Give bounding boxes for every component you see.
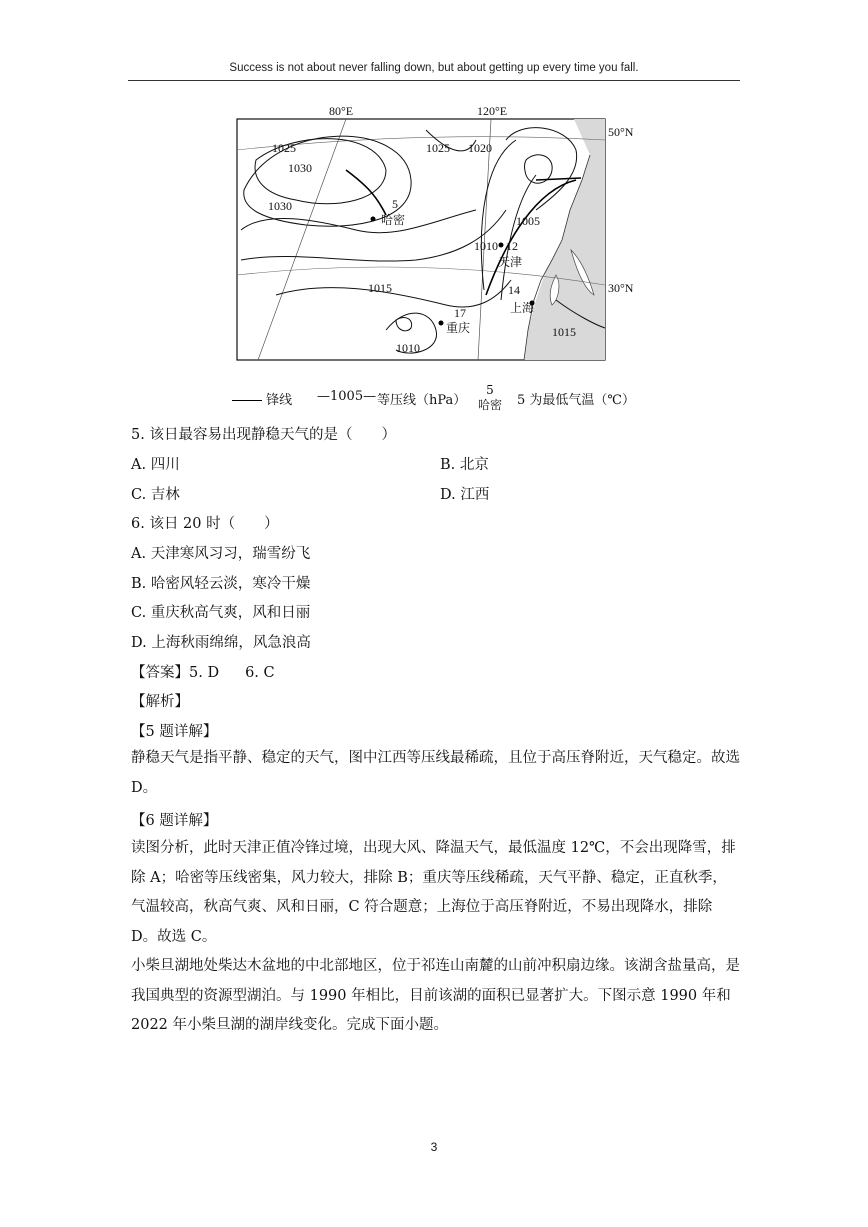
q6-option-c: C. 重庆秋高气爽，风和日丽 bbox=[131, 605, 311, 621]
legend-isobar-label: 等压线（hPa） bbox=[377, 393, 467, 408]
city-dot-chongqing bbox=[439, 321, 444, 326]
q6-stem: 6. 该日 20 时（ ） bbox=[131, 516, 279, 532]
next-section-intro: 小柴旦湖地处柴达木盆地的中北部地区，位于祁连山南麓的山前冲积扇边缘。该湖含盐量高，是我国典型的资源型湖泊。与 1990 年相比，目前该湖的面积已显著扩大。下图示意 1990 年和 2022 年小柴旦湖的湖岸线变化。完成下面小题。 bbox=[131, 958, 740, 1033]
q5-stem: 5. 该日最容易出现静稳天气的是（ ） bbox=[131, 427, 396, 443]
city-name-shanghai: 上海 bbox=[510, 301, 535, 315]
isobar-label: 1030 bbox=[268, 199, 292, 213]
legend-example-desc: 5 为最低气温（℃） bbox=[517, 393, 635, 408]
isobar-label: 1025 bbox=[426, 141, 450, 155]
city-temp-chongqing: 17 bbox=[454, 306, 466, 320]
lon-label-80e: 80°E bbox=[329, 104, 354, 118]
q6-option-d: D. 上海秋雨绵绵，风急浪高 bbox=[131, 635, 311, 651]
lon-label-120e: 120°E bbox=[477, 104, 508, 118]
q5-option-c: C. 吉林 bbox=[131, 487, 180, 503]
page-header-motto: Success is not about never falling down, but about getting up every time you fall. bbox=[229, 62, 639, 74]
page-number: 3 bbox=[430, 1140, 438, 1154]
lat-label-30n: 30°N bbox=[608, 281, 634, 295]
city-dot-tianjin bbox=[499, 243, 504, 248]
isobar-label: 1005 bbox=[516, 214, 540, 228]
map-legend bbox=[232, 383, 642, 417]
isobar-label: 1025 bbox=[272, 141, 296, 155]
analysis-heading: 【解析】 bbox=[131, 694, 189, 710]
lat-label-50n: 50°N bbox=[608, 125, 634, 139]
analysis-q5-text: 静稳天气是指平静、稳定的天气，图中江西等压线最稀疏，且位于高压脊附近，天气稳定。故选 D。 bbox=[131, 750, 740, 796]
city-temp-hami: 5 bbox=[392, 197, 398, 211]
answer-line bbox=[131, 661, 275, 682]
legend-example-stack bbox=[475, 383, 505, 413]
header-divider bbox=[128, 80, 740, 81]
city-temp-shanghai: 14 bbox=[508, 283, 520, 297]
q5-option-b: B. 北京 bbox=[440, 457, 489, 473]
answer-q6: 6. C bbox=[245, 665, 275, 681]
city-temp-tianjin: 12 bbox=[506, 239, 518, 253]
isobar-label: 1030 bbox=[288, 161, 312, 175]
legend-example-city: 哈密 bbox=[477, 398, 502, 412]
city-name-chongqing: 重庆 bbox=[446, 321, 471, 335]
legend-front-line bbox=[232, 389, 292, 408]
weather-map bbox=[236, 100, 656, 380]
legend-example-temp: 5 bbox=[486, 383, 494, 397]
analysis-q6-heading: 【6 题详解】 bbox=[131, 813, 218, 829]
city-name-hami: 哈密 bbox=[381, 213, 406, 227]
answer-q5: 5. D bbox=[189, 665, 220, 681]
front-line-swatch bbox=[232, 400, 262, 401]
isobar-label: 1010 bbox=[474, 239, 498, 253]
q6-option-b: B. 哈密风轻云淡，寒冷干燥 bbox=[131, 576, 311, 592]
city-name-tianjin: 天津 bbox=[498, 255, 523, 269]
q5-option-a: A. 四川 bbox=[131, 457, 180, 473]
legend-front-label: 锋线 bbox=[266, 393, 293, 408]
legend-isobar-sample: —1005— bbox=[317, 389, 377, 404]
isobar-label: 1010 bbox=[396, 341, 420, 355]
q5-option-d: D. 江西 bbox=[440, 487, 490, 503]
analysis-q5-heading: 【5 题详解】 bbox=[131, 724, 218, 740]
city-dot-hami bbox=[371, 217, 376, 222]
answer-label: 【答案】 bbox=[131, 665, 189, 681]
q6-option-a: A. 天津寒风习习，瑞雪纷飞 bbox=[131, 546, 311, 562]
isobar-label: 1020 bbox=[468, 141, 492, 155]
isobar-label: 1015 bbox=[368, 281, 392, 295]
analysis-q6-text: 读图分析，此时天津正值冷锋过境，出现大风、降温天气，最低温度 12℃，不会出现降雪，排除 A；哈密等压线密集，风力较大，排除 B；重庆等压线稀疏，天气平静、稳定，正直秋季，气温较高，秋高气爽、风和日丽，C 符合题意；上海位于高压脊附近，不易出现降水，排除 D。故选 C。 bbox=[131, 840, 736, 945]
isobar-label: 1015 bbox=[552, 325, 576, 339]
